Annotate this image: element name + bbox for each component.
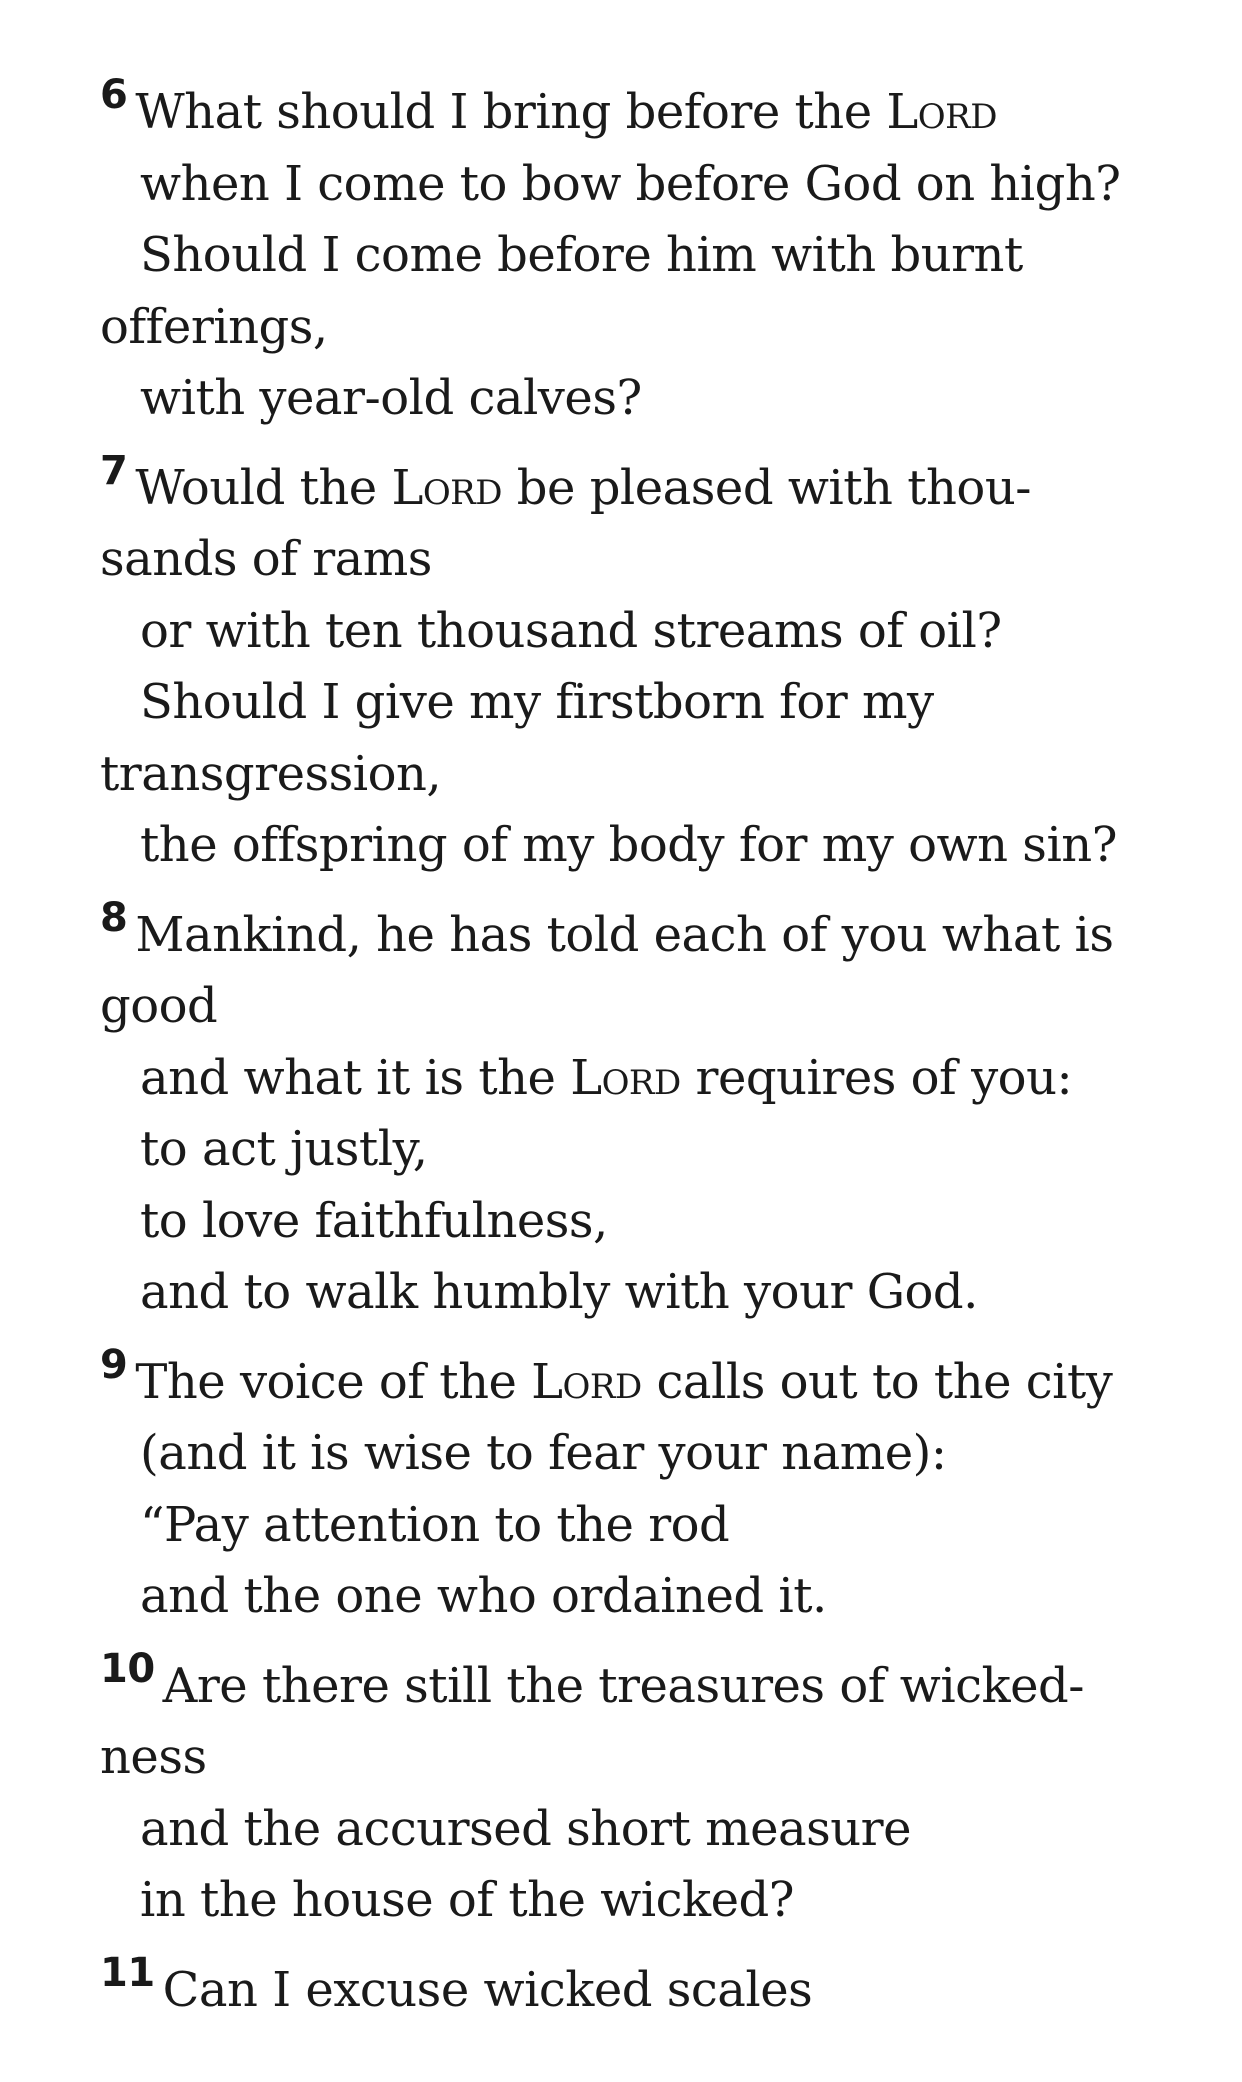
- verse-text: Can I excuse wicked scales: [162, 1962, 813, 2018]
- verse-text: The voice of the: [135, 1354, 532, 1410]
- verse-9-line-4: and the one who ordained it.: [140, 1568, 827, 1624]
- divine-name: Lord: [531, 1354, 642, 1410]
- verse-6-line-4: offerings,: [100, 299, 328, 355]
- verse-number: 6: [100, 72, 128, 118]
- verse-text: Are there still the treasures of wicked-: [162, 1658, 1084, 1714]
- verse-6-line-3: Should I come before him with burnt: [140, 227, 1023, 283]
- verse-8-line-6: and to walk humbly with your God.: [140, 1264, 978, 1320]
- verse-number: 11: [100, 1950, 155, 1996]
- verse-10-line-1: [100, 1646, 1084, 1714]
- verse-number: 8: [100, 895, 128, 941]
- verse-text: be pleased with thou-: [502, 460, 1031, 516]
- verse-text: Would the: [135, 460, 392, 516]
- verse-8-line-2: good: [100, 978, 218, 1034]
- verse-text: requires of you:: [680, 1050, 1073, 1106]
- verse-8-line-3: [140, 1050, 1073, 1106]
- verse-9-line-2: (and it is wise to fear your name):: [140, 1425, 947, 1481]
- verse-text: Mankind, he has told each of you what is: [135, 907, 1114, 963]
- verse-7-line-1: [100, 448, 1031, 516]
- divine-name: Lord: [570, 1050, 681, 1106]
- verse-8-line-1: [100, 895, 1114, 963]
- divine-name: Lord: [391, 460, 503, 516]
- verse-text: What should I bring before the: [135, 84, 887, 140]
- verse-7-line-3: or with ten thousand streams of oil?: [140, 603, 1002, 659]
- divine-name: Lord: [886, 84, 997, 140]
- verse-number: 7: [100, 448, 128, 494]
- verse-7-line-6: the offspring of my body for my own sin?: [140, 817, 1117, 873]
- verse-8-line-4: to act justly,: [140, 1121, 428, 1177]
- verse-10-line-2: ness: [100, 1729, 207, 1785]
- verse-7-line-5: transgression,: [100, 746, 442, 802]
- verse-11-line-1: [100, 1950, 813, 2018]
- verse-9-line-1: [100, 1342, 1113, 1410]
- verse-text: calls out to the city: [641, 1354, 1113, 1410]
- verse-7-line-4: Should I give my firstborn for my: [140, 674, 934, 730]
- verse-6-line-2: when I come to bow before God on high?: [140, 156, 1121, 212]
- verse-text: and what it is the: [140, 1050, 571, 1106]
- verse-7-line-2: sands of rams: [100, 531, 432, 587]
- verse-10-line-3: and the accursed short measure: [140, 1801, 912, 1857]
- verse-9-line-3: “Pay attention to the rod: [140, 1497, 730, 1553]
- verse-number: 10: [100, 1646, 155, 1692]
- verse-6-line-5: with year-old calves?: [140, 370, 642, 426]
- verse-10-line-4: in the house of the wicked?: [140, 1872, 794, 1928]
- verse-8-line-5: to love faithfulness,: [140, 1193, 608, 1249]
- verse-6-line-1: [100, 72, 997, 140]
- verse-number: 9: [100, 1342, 128, 1388]
